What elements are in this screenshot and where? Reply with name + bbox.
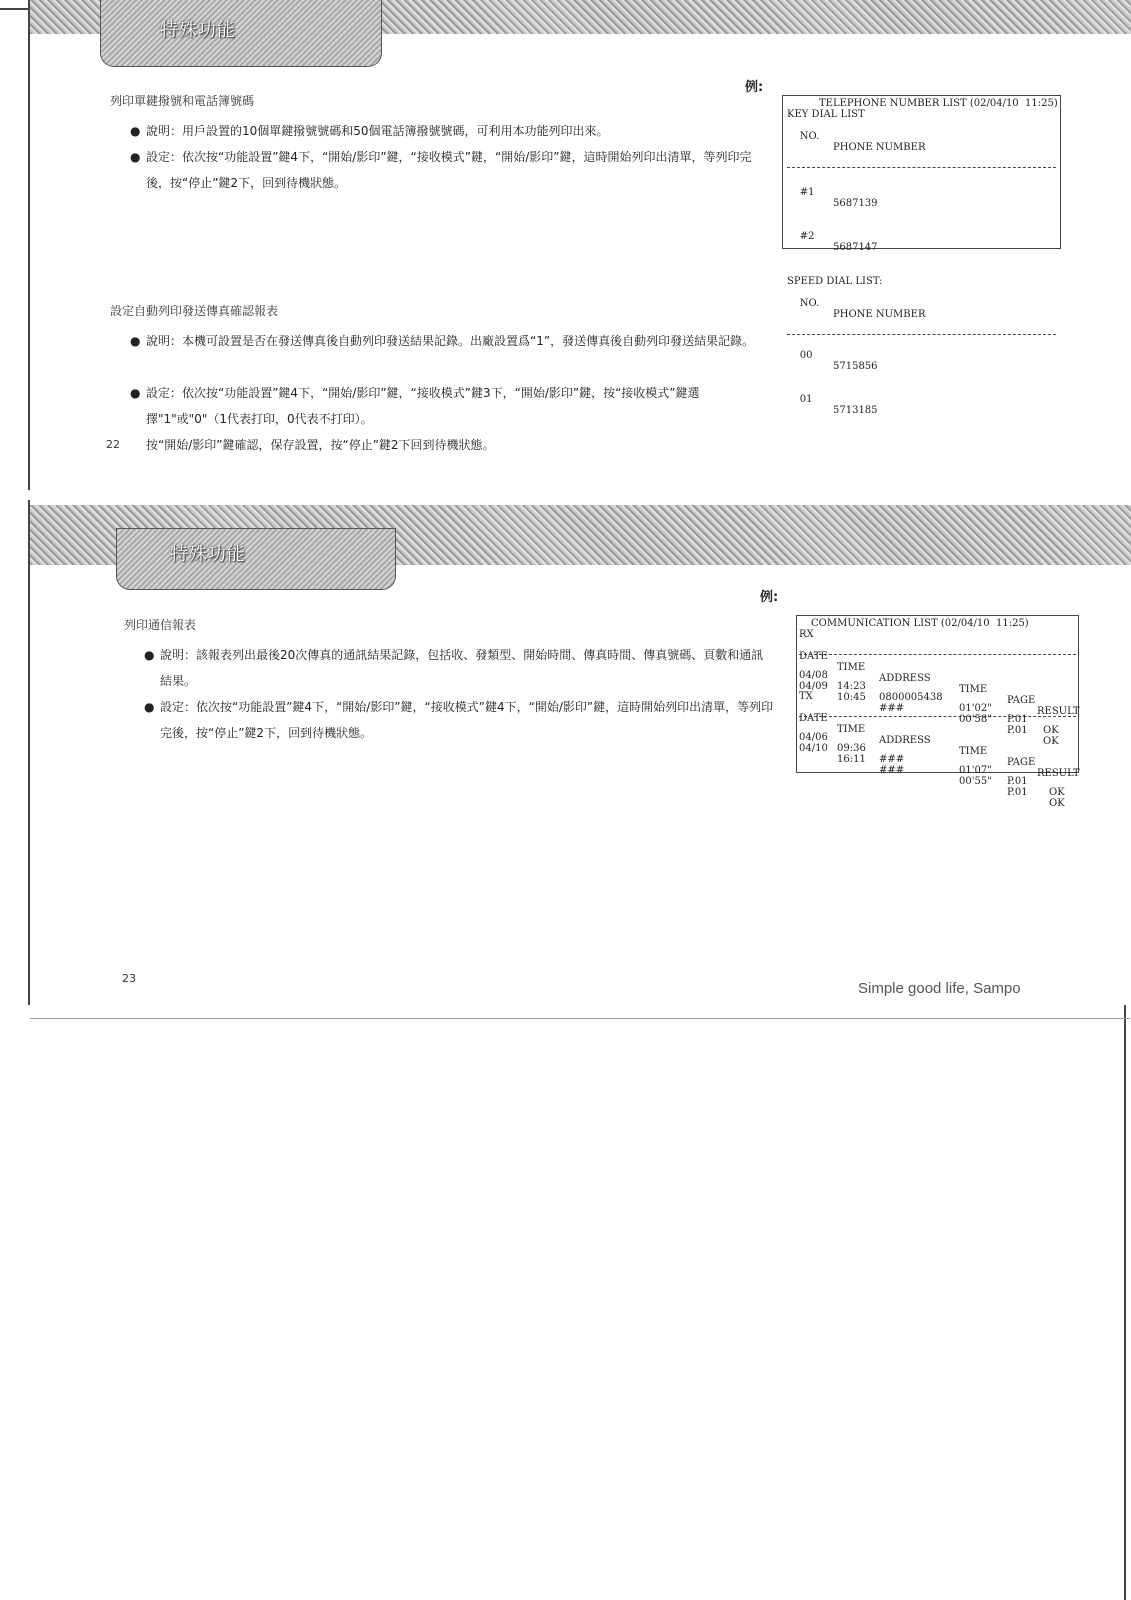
cell-address: ### <box>879 703 905 714</box>
key-row <box>787 176 1056 220</box>
cell-result: OK <box>1049 787 1065 798</box>
bullet-dot: ● <box>144 648 155 662</box>
bullet-text: 說明：本機可設置是否在發送傳真後自動列印發送結果記錄。出廠設置爲“1”，發送傳真後自動列印發送結果記錄。 <box>146 334 755 348</box>
dash-divider <box>799 654 1076 655</box>
section-heading-auto-print-report: 設定自動列印發送傳真確認報表 <box>110 304 279 318</box>
col-date: DATE <box>799 651 828 662</box>
key-no: #1 <box>799 187 815 198</box>
cell-page: P.01 <box>1007 776 1028 787</box>
key-row <box>787 220 1056 264</box>
cell-address: 0800005438 <box>879 692 943 703</box>
bullet-dot: ● <box>130 124 141 138</box>
col-page: PAGE <box>1007 695 1036 706</box>
top-tab-title: 特殊功能 <box>160 20 236 41</box>
tx-label: TX <box>799 691 813 702</box>
page-number-bottom: 23 <box>122 972 136 985</box>
bottom-header-tab <box>116 528 396 590</box>
col-result: RESULT <box>1037 706 1080 717</box>
bullet-dot: ● <box>144 700 155 714</box>
speed-phone: 5715856 <box>833 361 878 372</box>
speed-no: 00 <box>799 350 813 361</box>
key-no: #2 <box>799 231 815 242</box>
columns-row <box>787 120 1056 164</box>
top-left-tick <box>0 8 30 10</box>
page-number-top: 22 <box>106 438 120 451</box>
dash-divider <box>787 334 1056 335</box>
left-border-bottom <box>28 500 30 1005</box>
speed-row <box>787 339 1056 383</box>
dash-divider <box>799 716 1076 717</box>
bottom-tab-title: 特殊功能 <box>170 544 246 565</box>
col-duration: TIME <box>959 684 988 695</box>
cell-page: P.01 <box>1007 725 1028 736</box>
col-no: NO. <box>799 131 820 142</box>
bullet-dot: ● <box>130 334 141 348</box>
left-border-top <box>28 0 30 490</box>
cell-date: 04/10 <box>799 743 828 754</box>
key-phone: 5687147 <box>833 242 878 253</box>
cell-time: 10:45 <box>837 692 866 703</box>
cell-date: 04/08 <box>799 670 828 681</box>
speed-row <box>787 383 1056 427</box>
cell-date: 04/09 <box>799 681 828 692</box>
cell-date: 04/06 <box>799 732 828 743</box>
bullet-text: 說明：用戶設置的10個單鍵撥號號碼和50個電話簿撥號號碼，可利用本功能列印出來。 <box>146 124 609 138</box>
col-result: RESULT <box>1037 768 1080 779</box>
speed-no: 01 <box>799 394 813 405</box>
bullet-text: 設定：依次按“功能設置”鍵4下，“開始/影印”鍵，“接收模式”鍵3下，“開始/影印”鍵，按“接收模式”鍵選擇"1"或"0"（1代表打印，0代表不打印）。 <box>146 386 700 426</box>
bullet-description-3 <box>144 642 774 694</box>
section-heading-print-dial-list: 列印單鍵撥號和電話簿號碼 <box>110 94 255 108</box>
columns-row <box>787 287 1056 331</box>
printout-title: TELEPHONE NUMBER LIST (02/04/10 11:25) <box>819 98 1058 109</box>
cell-address: ### <box>879 765 905 776</box>
cell-time: 14:23 <box>837 681 866 692</box>
cell-duration: 00'55" <box>959 776 992 787</box>
cell-duration: 01'02" <box>959 703 992 714</box>
bottom-divider <box>30 1018 1130 1019</box>
cell-duration: 01'07" <box>959 765 992 776</box>
rx-label: RX <box>799 629 814 640</box>
bullet-setting-2 <box>130 380 760 432</box>
speed-phone: 5713185 <box>833 405 878 416</box>
cell-result: OK <box>1049 798 1065 809</box>
col-date: DATE <box>799 713 828 724</box>
speed-dial-header: SPEED DIAL LIST: <box>787 276 883 287</box>
bullet-text: 設定：依次按“功能設置”鍵4下，“開始/影印”鍵，“接收模式”鍵4下，“開始/影印”鍵，這時開始列印出清單，等列印完後，按“停止”鍵2下，回到待機狀態。 <box>160 700 774 740</box>
cell-result: OK <box>1043 736 1059 747</box>
example-label-top: 例: <box>745 80 764 95</box>
col-time: TIME <box>837 662 866 673</box>
bullet-description-2 <box>130 328 760 354</box>
communication-list-printout <box>796 615 1080 809</box>
cell-page: P.01 <box>1007 787 1028 798</box>
col-address: ADDRESS <box>879 735 931 746</box>
cell-time: 09:36 <box>837 743 866 754</box>
top-header-tab <box>100 0 382 67</box>
bullet-setting-1 <box>130 144 760 196</box>
col-time: TIME <box>837 724 866 735</box>
brand-slogan: Simple good life, Sampo <box>858 980 1021 997</box>
key-phone: 5687139 <box>833 198 878 209</box>
cell-page: P.01 <box>1007 714 1028 725</box>
final-instruction-line: 按“開始/影印”鍵確認，保存設置，按“停止”鍵2下回到待機狀態。 <box>146 438 495 452</box>
printout-title: COMMUNICATION LIST (02/04/10 11:25) <box>811 618 1029 629</box>
col-address: ADDRESS <box>879 673 931 684</box>
bullet-dot: ● <box>130 150 141 164</box>
bullet-description-1 <box>130 118 760 144</box>
bullet-text: 設定：依次按“功能設置”鍵4下，“開始/影印”鍵，“接收模式”鍵，“開始/影印”鍵，這時開始列印出清單，等列印完後，按“停止”鍵2下，回到待機狀態。 <box>146 150 752 190</box>
bullet-setting-3 <box>144 694 774 746</box>
col-phone: PHONE NUMBER <box>833 309 926 320</box>
col-no: NO. <box>799 298 820 309</box>
dash-divider <box>787 167 1056 168</box>
col-phone: PHONE NUMBER <box>833 142 926 153</box>
key-dial-header: KEY DIAL LIST <box>787 109 865 120</box>
section-heading-communication-report: 列印通信報表 <box>124 618 197 632</box>
bullet-dot: ● <box>130 386 141 400</box>
example-label-bottom: 例: <box>760 590 779 605</box>
right-border-lower <box>1124 1005 1126 1600</box>
telephone-number-list-printout <box>782 95 1061 416</box>
cell-time: 16:11 <box>837 754 866 765</box>
col-duration: TIME <box>959 746 988 757</box>
cell-result: OK <box>1043 725 1059 736</box>
col-page: PAGE <box>1007 757 1036 768</box>
cell-duration: 00'58" <box>959 714 992 725</box>
bullet-text: 說明：該報表列出最後20次傳真的通訊結果記錄，包括收、發類型、開始時間、傳真時間、傳真號碼、頁數和通訊結果。 <box>160 648 764 688</box>
cell-address: ### <box>879 754 905 765</box>
